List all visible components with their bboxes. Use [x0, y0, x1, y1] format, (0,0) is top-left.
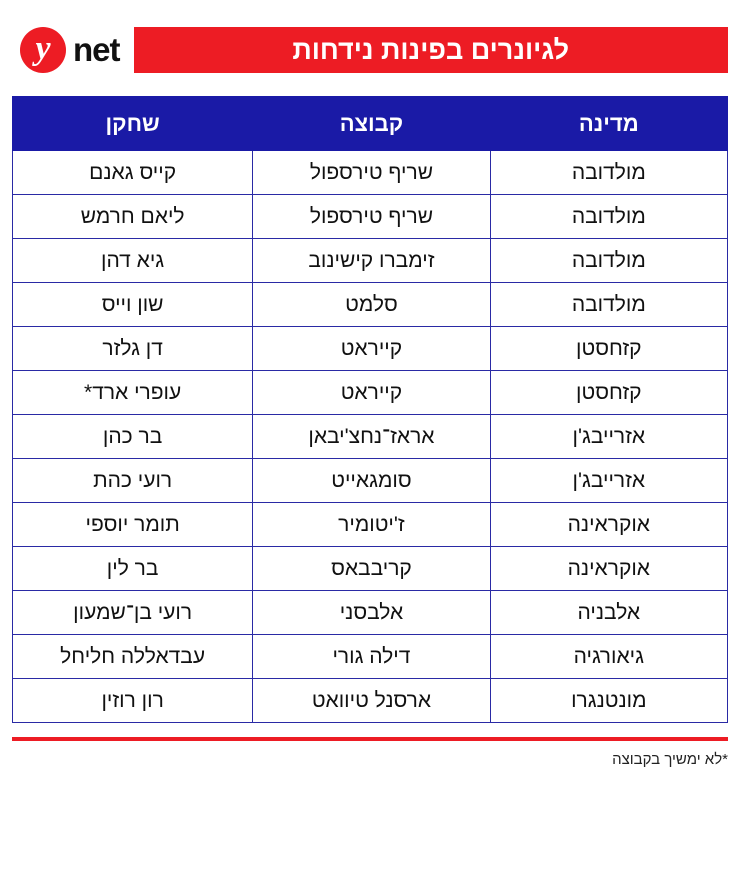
cell-country: מולדובה: [490, 151, 727, 195]
cell-team: קייראט: [253, 327, 490, 371]
legionnaires-table: [12, 96, 728, 723]
cell-team: שריף טירספול: [253, 151, 490, 195]
cell-team: ארסנל טיוואט: [253, 679, 490, 723]
cell-team: שריף טירספול: [253, 195, 490, 239]
table-row: [13, 591, 728, 635]
column-header-country: מדינה: [490, 97, 727, 151]
cell-country: קזחסטן: [490, 371, 727, 415]
cell-team: אלבסני: [253, 591, 490, 635]
cell-player: רועי בן־שמעון: [13, 591, 253, 635]
cell-team: דילה גורי: [253, 635, 490, 679]
ynet-logo[interactable]: [12, 18, 134, 82]
table-row: [13, 547, 728, 591]
table-row: [13, 503, 728, 547]
cell-player: תומר יוספי: [13, 503, 253, 547]
logo-letter: y: [35, 30, 51, 67]
cell-country: מונטנגרו: [490, 679, 727, 723]
table-header-row: [13, 97, 728, 151]
cell-team: קייראט: [253, 371, 490, 415]
logo-circle-icon: [20, 27, 66, 73]
cell-country: אלבניה: [490, 591, 727, 635]
cell-country: אזרייבג'ן: [490, 415, 727, 459]
cell-country: גיאורגיה: [490, 635, 727, 679]
cell-player: רון רוזין: [13, 679, 253, 723]
cell-country: מולדובה: [490, 283, 727, 327]
table-row: [13, 195, 728, 239]
table-row: [13, 239, 728, 283]
table-row: [13, 371, 728, 415]
cell-player: שון וייס: [13, 283, 253, 327]
column-header-player: שחקן: [13, 97, 253, 151]
cell-team: קריבבאס: [253, 547, 490, 591]
cell-country: אזרייבג'ן: [490, 459, 727, 503]
cell-country: אוקראינה: [490, 547, 727, 591]
column-header-team: קבוצה: [253, 97, 490, 151]
cell-team: זימברו קישינוב: [253, 239, 490, 283]
cell-country: מולדובה: [490, 195, 727, 239]
footnote: *לא ימשיך בקבוצה: [612, 751, 728, 768]
title-banner: [134, 27, 729, 73]
cell-player: עופרי ארד*: [13, 371, 253, 415]
page-header: [12, 18, 728, 82]
cell-team: סלמט: [253, 283, 490, 327]
logo-wordmark: net: [73, 31, 120, 68]
page-title: לגיונרים בפינות נידחות: [292, 34, 570, 65]
table-row: [13, 459, 728, 503]
table-row: [13, 151, 728, 195]
cell-country: קזחסטן: [490, 327, 727, 371]
table-body: [13, 151, 728, 723]
table-row: [13, 635, 728, 679]
cell-player: קייס גאנם: [13, 151, 253, 195]
cell-player: רועי כהת: [13, 459, 253, 503]
cell-player: ליאם חרמש: [13, 195, 253, 239]
table-row: [13, 415, 728, 459]
cell-team: סומגאייט: [253, 459, 490, 503]
page-footer: [12, 737, 728, 768]
footer-divider: [12, 737, 728, 741]
legionnaires-table-wrapper: [12, 96, 728, 723]
cell-country: מולדובה: [490, 239, 727, 283]
page-root: [0, 18, 740, 879]
table-header: [13, 97, 728, 151]
table-row: [13, 327, 728, 371]
cell-team: ז'יטומיר: [253, 503, 490, 547]
table-row: [13, 679, 728, 723]
cell-player: גיא דהן: [13, 239, 253, 283]
table-row: [13, 283, 728, 327]
cell-player: עבדאללה חליחל: [13, 635, 253, 679]
cell-player: דן גלזר: [13, 327, 253, 371]
cell-player: בר כהן: [13, 415, 253, 459]
cell-country: אוקראינה: [490, 503, 727, 547]
cell-player: בר לין: [13, 547, 253, 591]
cell-team: אראז־נחצ'יבאן: [253, 415, 490, 459]
